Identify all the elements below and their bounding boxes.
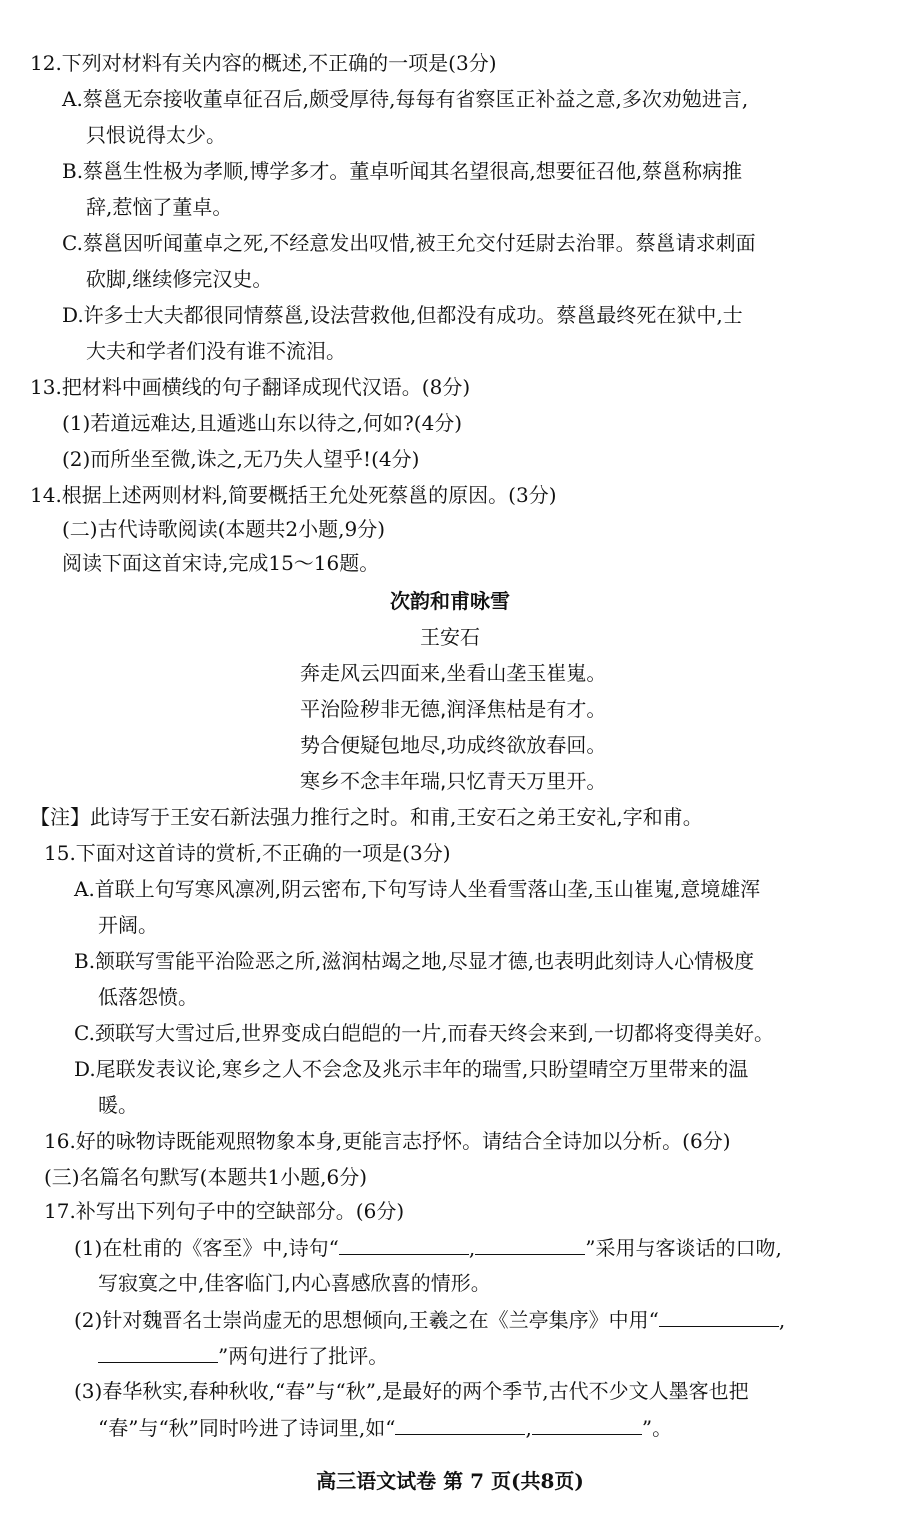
- q12-option-b: B.蔡邕生性极为孝顺,博学多才。董卓听闻其名望很高,想要征召他,蔡邕称病推: [62, 159, 743, 183]
- q17-item-3: (3)春华秋实,春种秋收,“春”与“秋”,是最好的两个季节,古代不少文人墨客也把: [74, 1379, 749, 1403]
- answer-blank[interactable]: [659, 1306, 779, 1327]
- q15-option-b-cont: 低落怨愤。: [98, 985, 198, 1009]
- section-2-intro: 阅读下面这首宋诗,完成15～16题。: [62, 551, 380, 575]
- poem-line: 平治险秽非无德,润泽焦枯是有才。: [300, 697, 607, 721]
- answer-blank[interactable]: [339, 1234, 469, 1255]
- q15-option-d-cont: 暖。: [98, 1093, 138, 1117]
- section-3-heading: (三)名篇名句默写(本题共1小题,6分): [44, 1165, 368, 1189]
- q17-item-1: [74, 1234, 782, 1261]
- q15-stem: 15.下面对这首诗的赏析,不正确的一项是(3分): [44, 841, 451, 865]
- q17-item-3-text: “春”与“秋”同时吟进了诗词里,如“: [98, 1416, 396, 1440]
- answer-blank[interactable]: [532, 1414, 642, 1435]
- q15-option-b: B.颔联写雪能平治险恶之所,滋润枯竭之地,尽显才德,也表明此刻诗人心情极度: [74, 949, 755, 973]
- q15-option-a-cont: 开阔。: [98, 913, 158, 937]
- q17-item-2: [74, 1306, 785, 1333]
- poem-author: 王安石: [420, 625, 480, 649]
- q12-stem: 12.下列对材料有关内容的概述,不正确的一项是(3分): [30, 51, 497, 75]
- q12-option-c: C.蔡邕因听闻董卓之死,不经意发出叹惜,被王允交付廷尉去治罪。蔡邕请求刺面: [62, 231, 756, 255]
- q14-stem: 14.根据上述两则材料,简要概括王允处死蔡邕的原因。(3分): [30, 483, 557, 507]
- q15-option-d: D.尾联发表议论,寒乡之人不会念及兆示丰年的瑞雪,只盼望晴空万里带来的温: [74, 1057, 749, 1081]
- poem-note: 【注】此诗写于王安石新法强力推行之时。和甫,王安石之弟王安礼,字和甫。: [30, 805, 703, 829]
- q13-sentence-2: (2)而所坐至微,诛之,无乃失人望乎!(4分): [62, 447, 420, 471]
- q12-option-b-cont: 辞,惹恼了董卓。: [86, 195, 233, 219]
- answer-blank[interactable]: [98, 1342, 218, 1363]
- q17-stem: 17.补写出下列句子中的空缺部分。(6分): [44, 1199, 405, 1223]
- q12-option-a-cont: 只恨说得太少。: [86, 123, 226, 147]
- q17-item-1-text-end: ”采用与客谈话的口吻,: [585, 1236, 782, 1260]
- answer-blank[interactable]: [395, 1414, 525, 1435]
- q17-item-3-cont: [98, 1414, 672, 1441]
- poem-title: 次韵和甫咏雪: [390, 589, 510, 613]
- q17-item-2-text: (2)针对魏晋名士崇尚虚无的思想倾向,王羲之在《兰亭集序》中用“: [74, 1308, 659, 1332]
- q17-item-1-cont: 写寂寞之中,佳客临门,内心喜感欣喜的情形。: [98, 1271, 491, 1295]
- q17-item-3-text-end: ”。: [641, 1416, 673, 1440]
- poem-line: 寒乡不念丰年瑞,只忆青天万里开。: [300, 769, 607, 793]
- page-footer: 高三语文试卷 第 7 页(共8页): [316, 1469, 584, 1493]
- q17-item-2-text-end: ”两句进行了批评。: [218, 1344, 389, 1368]
- q13-sentence-1: (1)若道远难达,且遁逃山东以待之,何如?(4分): [62, 411, 463, 435]
- poem-line: 势合便疑包地尽,功成终欲放春回。: [300, 733, 607, 757]
- q12-option-c-cont: 砍脚,继续修完汉史。: [86, 267, 273, 291]
- section-2-heading: (二)古代诗歌阅读(本题共2小题,9分): [62, 517, 386, 541]
- blank-separator: ,: [525, 1416, 532, 1440]
- q17-item-2-cont: [98, 1342, 388, 1369]
- q16-stem: 16.好的咏物诗既能观照物象本身,更能言志抒怀。请结合全诗加以分析。(6分): [44, 1129, 731, 1153]
- answer-blank[interactable]: [475, 1234, 585, 1255]
- poem-line: 奔走风云四面来,坐看山垄玉崔嵬。: [300, 661, 607, 685]
- blank-separator: ,: [468, 1236, 476, 1260]
- q13-stem: 13.把材料中画横线的句子翻译成现代汉语。(8分): [30, 375, 471, 399]
- q12-option-a: A.蔡邕无奈接收董卓征召后,颇受厚待,每每有省察匡正补益之意,多次劝勉进言,: [62, 87, 749, 111]
- blank-separator: ,: [778, 1308, 786, 1332]
- q17-item-1-text: (1)在杜甫的《客至》中,诗句“: [74, 1236, 339, 1260]
- q12-option-d-cont: 大夫和学者们没有谁不流泪。: [86, 339, 346, 363]
- q12-option-d: D.许多士大夫都很同情蔡邕,设法营救他,但都没有成功。蔡邕最终死在狱中,士: [62, 303, 743, 327]
- q15-option-c: C.颈联写大雪过后,世界变成白皑皑的一片,而春天终会来到,一切都将变得美好。: [74, 1021, 775, 1045]
- q15-option-a: A.首联上句写寒风凛冽,阴云密布,下句写诗人坐看雪落山垄,玉山崔嵬,意境雄浑: [74, 877, 761, 901]
